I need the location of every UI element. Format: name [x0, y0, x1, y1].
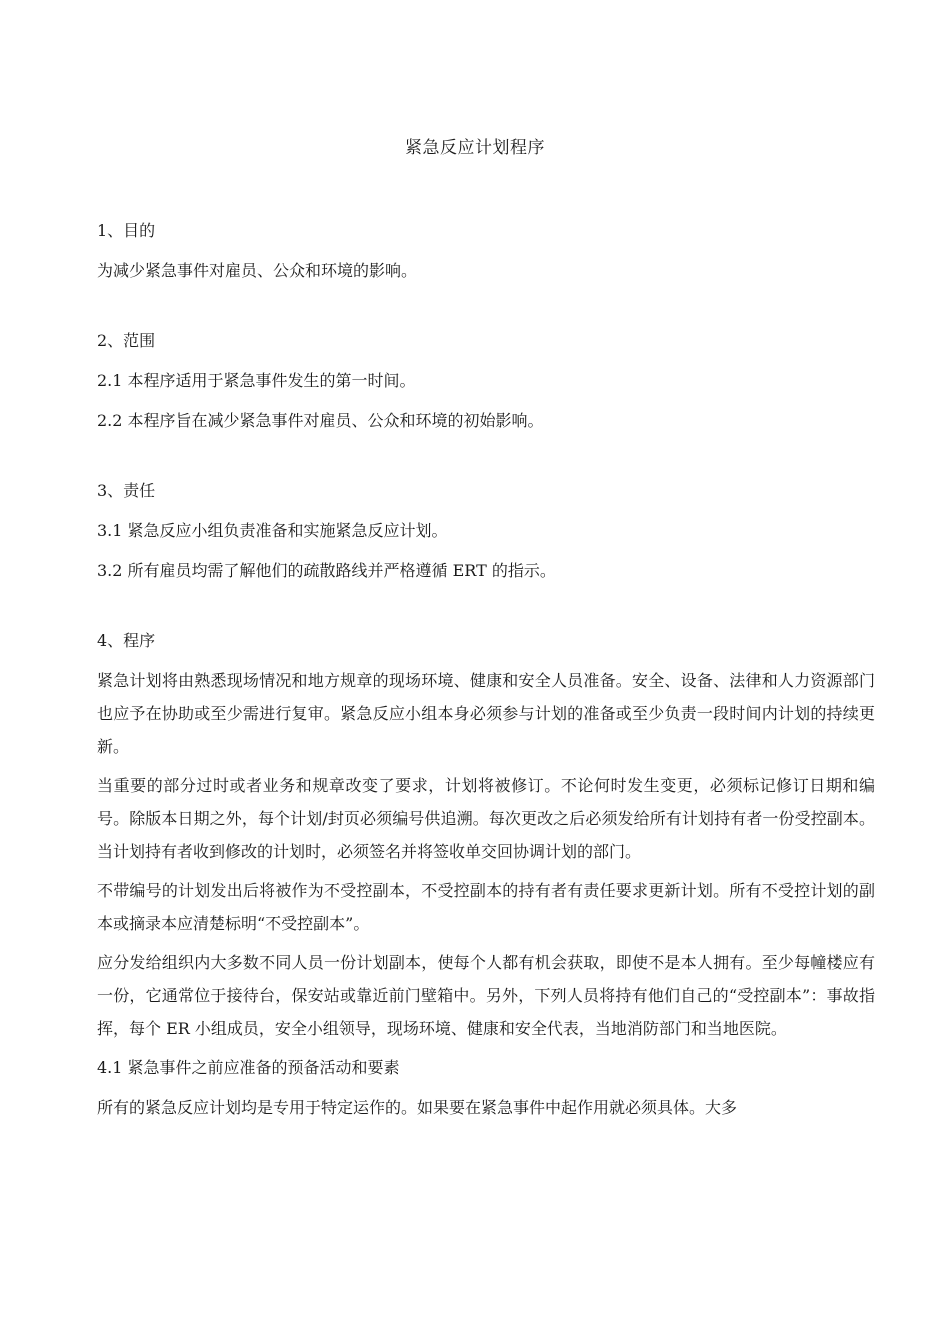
section-paragraph: 应分发给组织内大多数不同人员一份计划副本，使每个人都有机会获取，即使不是本人拥有。至少每幢楼应有一份，它通常位于接待台，保安站或靠近前门壁箱中。另外，下列人员将持有他们自己的“受控副本”：事故指挥，每个 ER 小组成员，安全小组领导，现场环境、健康和安全代表，当地消防部门和当地医院。	[97, 953, 875, 1038]
section-heading-procedure: 4、程序	[97, 631, 156, 650]
document-title: 紧急反应计划程序	[405, 138, 545, 158]
subsection-paragraph: 所有的紧急反应计划均是专用于特定运作的。如果要在紧急事件中起作用就必须具体。大多	[97, 1098, 738, 1117]
section-paragraph: 3.2 所有雇员均需了解他们的疏散路线并严格遵循 ERT 的指示。	[97, 561, 556, 580]
section-heading-purpose: 1、目的	[97, 221, 156, 240]
section-paragraph: 当重要的部分过时或者业务和规章改变了要求，计划将被修订。不论何时发生变更，必须标记修订日期和编号。除版本日期之外，每个计划/封页必须编号供追溯。每次更改之后必须发给所有计划持有者一份受控副本。当计划持有者收到修改的计划时，必须签名并将签收单交回协调计划的部门。	[97, 776, 875, 861]
section-paragraph: 2.1 本程序适用于紧急事件发生的第一时间。	[97, 371, 416, 390]
section-paragraph: 3.1 紧急反应小组负责准备和实施紧急反应计划。	[97, 521, 448, 540]
document-body	[97, 214, 875, 1125]
spacer	[97, 438, 875, 474]
section-paragraph: 不带编号的计划发出后将被作为不受控副本，不受控副本的持有者有责任要求更新计划。所有不受控计划的副本或摘录本应清楚标明“不受控副本”。	[97, 881, 875, 933]
section-paragraph: 紧急计划将由熟悉现场情况和地方规章的现场环境、健康和安全人员准备。安全、设备、法律和人力资源部门也应予在协助或至少需进行复审。紧急反应小组本身必须参与计划的准备或至少负责一段时间内计划的持续更新。	[97, 671, 875, 756]
spacer	[97, 588, 875, 624]
section-heading-scope: 2、范围	[97, 331, 156, 350]
section-heading-responsibility: 3、责任	[97, 481, 156, 500]
section-paragraph: 为减少紧急事件对雇员、公众和环境的影响。	[97, 261, 418, 280]
section-paragraph: 2.2 本程序旨在减少紧急事件对雇员、公众和环境的初始影响。	[97, 411, 544, 430]
subsection-heading: 4.1 紧急事件之前应准备的预备活动和要素	[97, 1058, 400, 1077]
spacer	[97, 288, 875, 324]
